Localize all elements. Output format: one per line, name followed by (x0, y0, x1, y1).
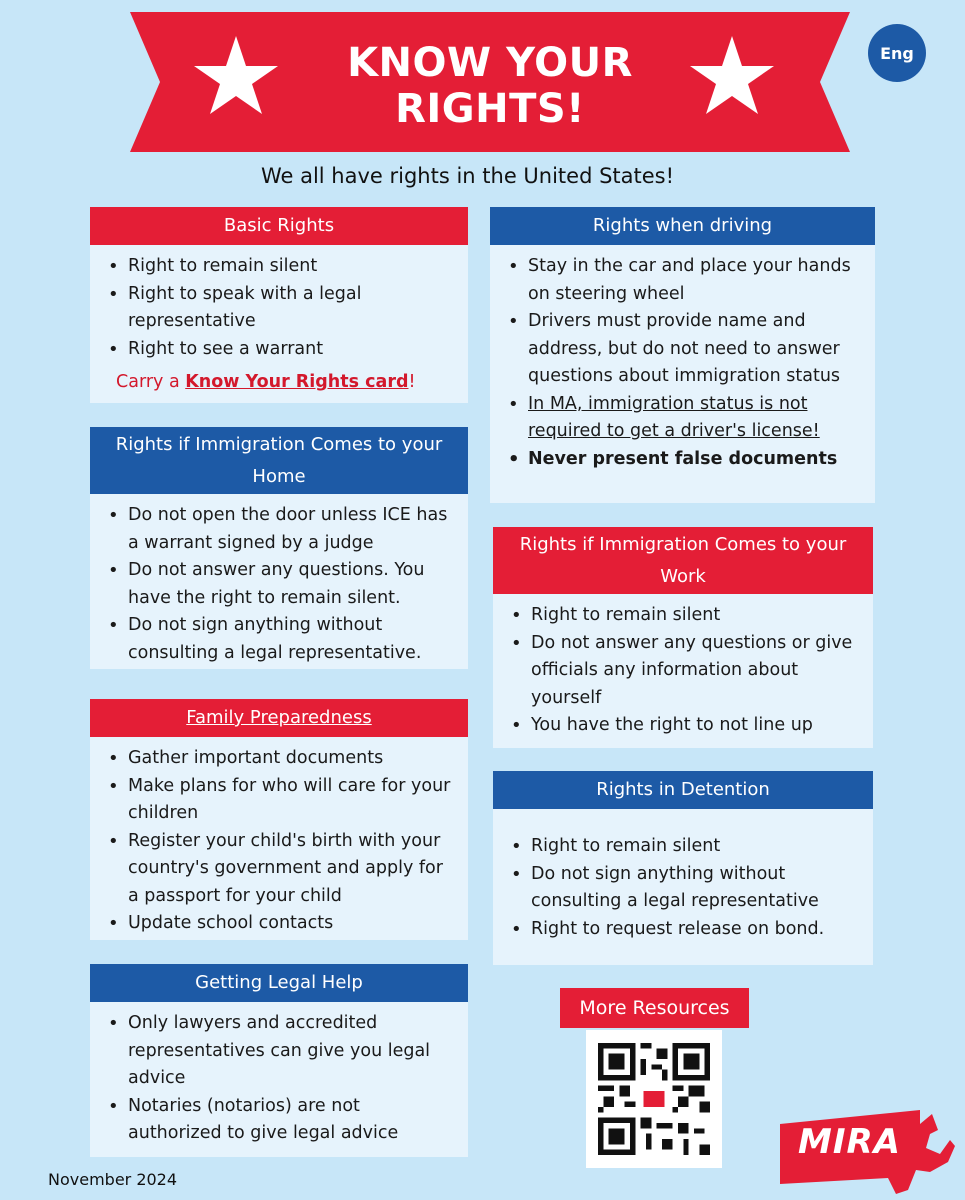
driving-rights-heading: Rights when driving (490, 207, 875, 245)
page-title: KNOW YOUR RIGHTS! (347, 40, 633, 132)
list-item: • Stay in the car and place your hands on steering wheel (504, 253, 863, 308)
title-banner (130, 12, 850, 152)
more-resources-heading: More Resources (560, 988, 749, 1028)
know-your-rights-card-link[interactable]: Know Your Rights card (185, 372, 409, 392)
basic-rights-card (90, 207, 468, 403)
family-preparedness-card (90, 699, 468, 940)
page-subtitle: We all have rights in the United States! (260, 164, 675, 188)
family-preparedness-heading[interactable]: Family Preparedness (90, 699, 468, 737)
list-item: • Update school contacts (104, 910, 456, 938)
list-item: • Do not sign anything without consulting a legal representative (507, 861, 861, 916)
callout-prefix: Carry a (116, 372, 186, 392)
list-item: • Only lawyers and accredited representatives can give you legal advice (104, 1010, 456, 1093)
driving-rights-list (490, 245, 875, 479)
rights-card-callout (90, 369, 468, 397)
home-rights-list (90, 494, 468, 673)
list-item: • Right to remain silent (507, 833, 861, 861)
list-item: • In MA, immigration status is not required to get a driver's license! (504, 391, 863, 446)
list-item: • Make plans for who will care for your children (104, 773, 456, 828)
list-item: • Right to remain silent (104, 253, 456, 281)
detention-rights-list (493, 809, 873, 949)
callout-suffix: ! (408, 372, 416, 392)
list-item: • Right to request release on bond. (507, 916, 861, 944)
work-rights-list (493, 594, 873, 746)
list-item: • Right to see a warrant (104, 336, 456, 364)
list-item: • Do not sign anything without consulting a legal representative. (104, 612, 456, 667)
list-item: • Notaries (notarios) are not authorized to give legal advice (104, 1093, 456, 1148)
family-preparedness-list (90, 737, 468, 944)
detention-rights-card (493, 771, 873, 965)
list-item: • Do not answer any questions. You have the right to remain silent. (104, 557, 456, 612)
basic-rights-list (90, 245, 468, 369)
qr-code-box[interactable] (586, 1030, 722, 1168)
legal-help-card (90, 964, 468, 1157)
footer-date: November 2024 (48, 1170, 178, 1189)
qr-code-icon[interactable] (598, 1043, 710, 1155)
list-item: • You have the right to not line up (507, 712, 861, 740)
home-rights-heading: Rights if Immigration Comes to your Home (90, 427, 468, 494)
language-badge[interactable]: Eng (868, 24, 926, 82)
driving-rights-card (490, 207, 875, 503)
detention-rights-heading: Rights in Detention (493, 771, 873, 809)
basic-rights-heading: Basic Rights (90, 207, 468, 245)
list-item: • Drivers must provide name and address, but do not need to answer questions about immigration status (504, 308, 863, 391)
home-rights-card (90, 427, 468, 669)
legal-help-list (90, 1002, 468, 1154)
work-rights-card (493, 527, 873, 748)
list-item: • Gather important documents (104, 745, 456, 773)
list-item: • Do not open the door unless ICE has a warrant signed by a judge (104, 502, 456, 557)
mira-logo-text: MIRA (798, 1122, 901, 1162)
list-item: • Right to remain silent (507, 602, 861, 630)
list-item: • Do not answer any questions or give officials any information about yourself (507, 630, 861, 713)
list-item: • Never present false documents (504, 446, 863, 474)
list-item: • Right to speak with a legal representative (104, 281, 456, 336)
legal-help-heading: Getting Legal Help (90, 964, 468, 1002)
list-item: • Register your child's birth with your country's government and apply for a passport for your child (104, 828, 456, 911)
work-rights-heading: Rights if Immigration Comes to your Work (493, 527, 873, 594)
